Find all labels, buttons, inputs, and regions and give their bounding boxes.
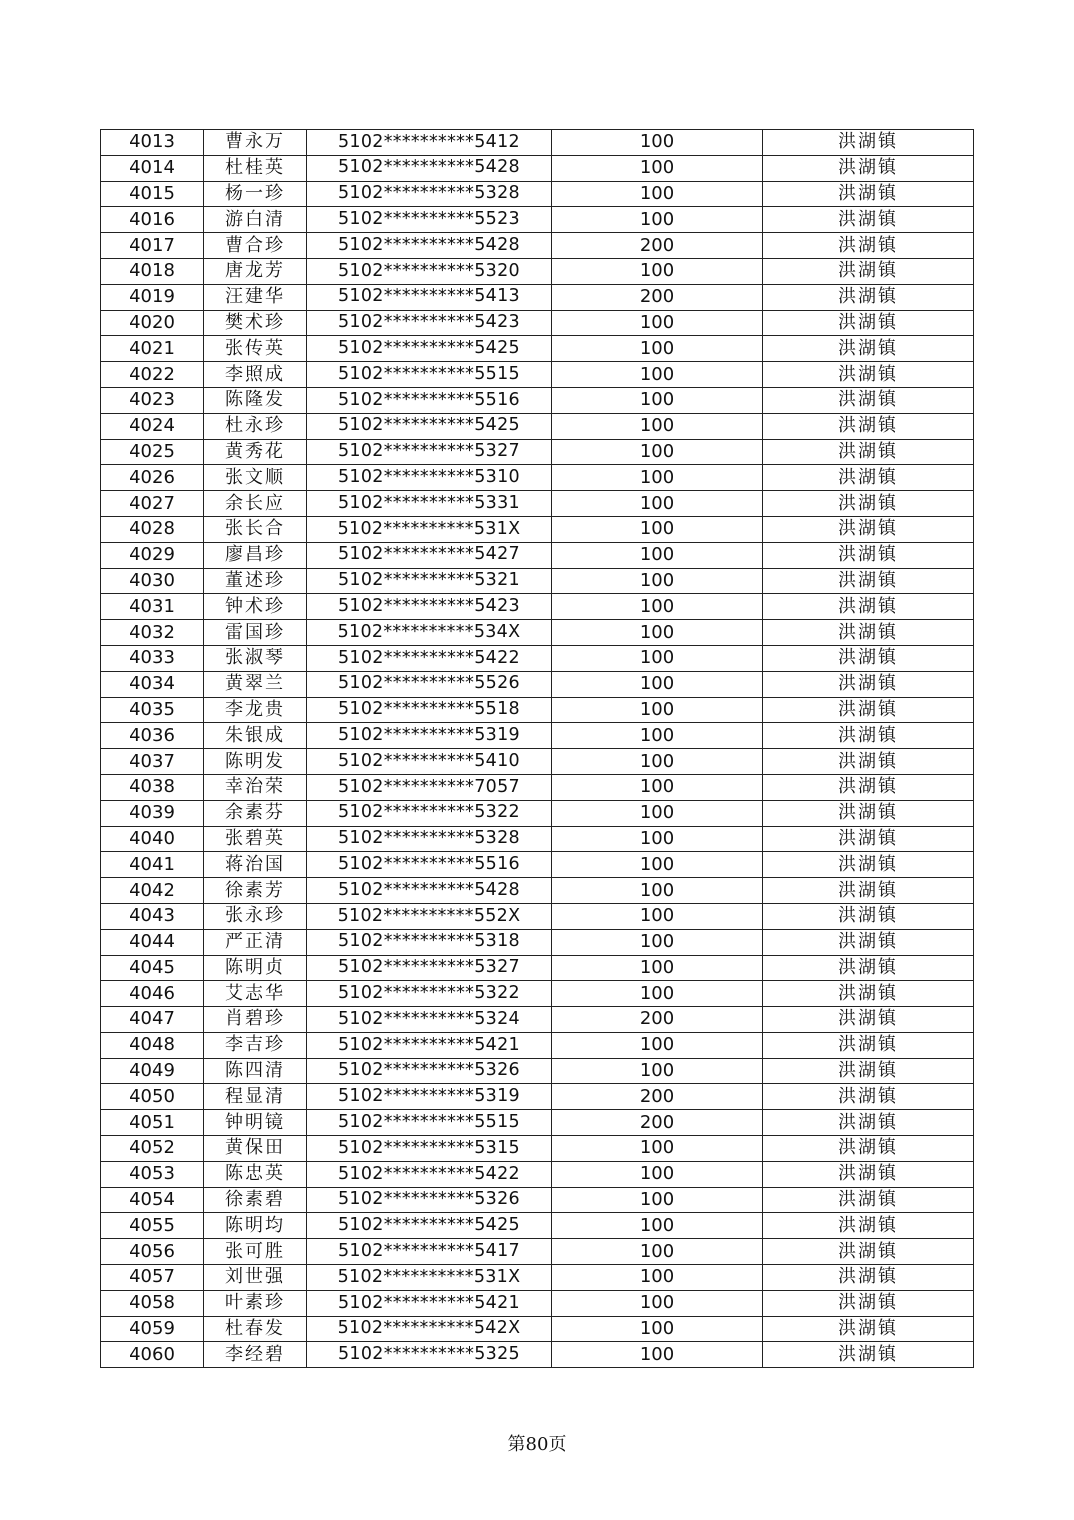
amount-cell: 100 — [552, 1136, 763, 1162]
town-cell: 洪湖镇 — [763, 284, 974, 310]
name-cell: 张碧英 — [204, 826, 307, 852]
town-cell: 洪湖镇 — [763, 1342, 974, 1368]
id-number-cell: 5102**********5423 — [307, 594, 552, 620]
id-number-cell: 5102**********5516 — [307, 387, 552, 413]
id-number-cell: 5102**********5412 — [307, 130, 552, 156]
amount-cell: 200 — [552, 233, 763, 259]
amount-cell: 100 — [552, 697, 763, 723]
id-number-cell: 5102**********5320 — [307, 258, 552, 284]
amount-cell: 100 — [552, 929, 763, 955]
id-number-cell: 5102**********5322 — [307, 800, 552, 826]
amount-cell: 100 — [552, 903, 763, 929]
id-number-cell: 5102**********5428 — [307, 878, 552, 904]
id-number-cell: 5102**********5518 — [307, 697, 552, 723]
amount-cell: 100 — [552, 645, 763, 671]
amount-cell: 100 — [552, 362, 763, 388]
serial-number-cell: 4017 — [101, 233, 204, 259]
amount-cell: 100 — [552, 774, 763, 800]
id-number-cell: 5102**********5319 — [307, 723, 552, 749]
name-cell: 雷国珍 — [204, 620, 307, 646]
table-row — [101, 1007, 974, 1033]
town-cell: 洪湖镇 — [763, 671, 974, 697]
amount-cell: 100 — [552, 387, 763, 413]
name-cell: 杜桂英 — [204, 155, 307, 181]
town-cell: 洪湖镇 — [763, 413, 974, 439]
town-cell: 洪湖镇 — [763, 594, 974, 620]
amount-cell: 100 — [552, 723, 763, 749]
id-number-cell: 5102**********5326 — [307, 1058, 552, 1084]
name-cell: 黄保田 — [204, 1136, 307, 1162]
name-cell: 黄翠兰 — [204, 671, 307, 697]
table-row — [101, 981, 974, 1007]
table-row — [101, 749, 974, 775]
town-cell: 洪湖镇 — [763, 774, 974, 800]
table-row — [101, 929, 974, 955]
amount-cell: 100 — [552, 1316, 763, 1342]
name-cell: 陈忠英 — [204, 1161, 307, 1187]
serial-number-cell: 4044 — [101, 929, 204, 955]
name-cell: 杜春发 — [204, 1316, 307, 1342]
id-number-cell: 5102**********5331 — [307, 491, 552, 517]
amount-cell: 100 — [552, 439, 763, 465]
town-cell: 洪湖镇 — [763, 620, 974, 646]
town-cell: 洪湖镇 — [763, 387, 974, 413]
town-cell: 洪湖镇 — [763, 955, 974, 981]
amount-cell: 100 — [552, 749, 763, 775]
serial-number-cell: 4050 — [101, 1084, 204, 1110]
name-cell: 蒋治国 — [204, 852, 307, 878]
table-row — [101, 955, 974, 981]
town-cell: 洪湖镇 — [763, 723, 974, 749]
town-cell: 洪湖镇 — [763, 645, 974, 671]
town-cell: 洪湖镇 — [763, 1136, 974, 1162]
amount-cell: 100 — [552, 413, 763, 439]
amount-cell: 100 — [552, 826, 763, 852]
amount-cell: 100 — [552, 1032, 763, 1058]
table-row — [101, 903, 974, 929]
table-row — [101, 878, 974, 904]
table-row — [101, 645, 974, 671]
name-cell: 樊术珍 — [204, 310, 307, 336]
amount-cell: 100 — [552, 955, 763, 981]
table-row — [101, 800, 974, 826]
name-cell: 徐素碧 — [204, 1187, 307, 1213]
serial-number-cell: 4024 — [101, 413, 204, 439]
serial-number-cell: 4056 — [101, 1239, 204, 1265]
serial-number-cell: 4032 — [101, 620, 204, 646]
serial-number-cell: 4016 — [101, 207, 204, 233]
amount-cell: 200 — [552, 1110, 763, 1136]
town-cell: 洪湖镇 — [763, 258, 974, 284]
table-row — [101, 181, 974, 207]
id-number-cell: 5102**********5327 — [307, 955, 552, 981]
table-row — [101, 697, 974, 723]
page-number: 第80页 — [507, 1434, 567, 1455]
table-row — [101, 1136, 974, 1162]
table-row — [101, 594, 974, 620]
serial-number-cell: 4027 — [101, 491, 204, 517]
id-number-cell: 5102**********5325 — [307, 1342, 552, 1368]
serial-number-cell: 4043 — [101, 903, 204, 929]
town-cell: 洪湖镇 — [763, 1239, 974, 1265]
amount-cell: 100 — [552, 1058, 763, 1084]
name-cell: 李吉珍 — [204, 1032, 307, 1058]
name-cell: 杨一珍 — [204, 181, 307, 207]
id-number-cell: 5102**********534X — [307, 620, 552, 646]
amount-cell: 100 — [552, 155, 763, 181]
id-number-cell: 5102**********5421 — [307, 1290, 552, 1316]
id-number-cell: 5102**********5526 — [307, 671, 552, 697]
amount-cell: 100 — [552, 878, 763, 904]
table-row — [101, 284, 974, 310]
id-number-cell: 5102**********5516 — [307, 852, 552, 878]
amount-cell: 100 — [552, 1239, 763, 1265]
amount-cell: 200 — [552, 1007, 763, 1033]
id-number-cell: 5102**********5328 — [307, 826, 552, 852]
amount-cell: 100 — [552, 1213, 763, 1239]
table-row — [101, 155, 974, 181]
town-cell: 洪湖镇 — [763, 1110, 974, 1136]
serial-number-cell: 4040 — [101, 826, 204, 852]
name-cell: 严正清 — [204, 929, 307, 955]
id-number-cell: 5102**********5318 — [307, 929, 552, 955]
id-number-cell: 5102**********552X — [307, 903, 552, 929]
table-row — [101, 491, 974, 517]
serial-number-cell: 4031 — [101, 594, 204, 620]
serial-number-cell: 4038 — [101, 774, 204, 800]
table-row — [101, 465, 974, 491]
id-number-cell: 5102**********531X — [307, 516, 552, 542]
table-row — [101, 671, 974, 697]
serial-number-cell: 4055 — [101, 1213, 204, 1239]
table-row — [101, 1084, 974, 1110]
town-cell: 洪湖镇 — [763, 878, 974, 904]
name-cell: 陈明发 — [204, 749, 307, 775]
name-cell: 张永珍 — [204, 903, 307, 929]
serial-number-cell: 4030 — [101, 568, 204, 594]
name-cell: 程显清 — [204, 1084, 307, 1110]
amount-cell: 100 — [552, 1290, 763, 1316]
table-row — [101, 568, 974, 594]
id-number-cell: 5102**********5413 — [307, 284, 552, 310]
name-cell: 陈明贞 — [204, 955, 307, 981]
serial-number-cell: 4049 — [101, 1058, 204, 1084]
amount-cell: 100 — [552, 542, 763, 568]
town-cell: 洪湖镇 — [763, 362, 974, 388]
town-cell: 洪湖镇 — [763, 826, 974, 852]
serial-number-cell: 4021 — [101, 336, 204, 362]
table-row — [101, 1213, 974, 1239]
name-cell: 肖碧珍 — [204, 1007, 307, 1033]
name-cell: 李照成 — [204, 362, 307, 388]
id-number-cell: 5102**********5322 — [307, 981, 552, 1007]
amount-cell: 100 — [552, 336, 763, 362]
town-cell: 洪湖镇 — [763, 516, 974, 542]
name-cell: 董述珍 — [204, 568, 307, 594]
town-cell: 洪湖镇 — [763, 568, 974, 594]
name-cell: 张淑琴 — [204, 645, 307, 671]
id-number-cell: 5102**********5428 — [307, 155, 552, 181]
name-cell: 朱银成 — [204, 723, 307, 749]
serial-number-cell: 4034 — [101, 671, 204, 697]
town-cell: 洪湖镇 — [763, 336, 974, 362]
serial-number-cell: 4039 — [101, 800, 204, 826]
id-number-cell: 5102**********5324 — [307, 1007, 552, 1033]
name-cell: 曹合珍 — [204, 233, 307, 259]
table-row — [101, 336, 974, 362]
serial-number-cell: 4035 — [101, 697, 204, 723]
town-cell: 洪湖镇 — [763, 1007, 974, 1033]
serial-number-cell: 4015 — [101, 181, 204, 207]
town-cell: 洪湖镇 — [763, 181, 974, 207]
id-number-cell: 5102**********5421 — [307, 1032, 552, 1058]
name-cell: 黄秀花 — [204, 439, 307, 465]
table-row — [101, 1032, 974, 1058]
amount-cell: 100 — [552, 594, 763, 620]
serial-number-cell: 4053 — [101, 1161, 204, 1187]
id-number-cell: 5102**********5425 — [307, 413, 552, 439]
table-row — [101, 387, 974, 413]
name-cell: 汪建华 — [204, 284, 307, 310]
amount-cell: 100 — [552, 620, 763, 646]
name-cell: 杜永珍 — [204, 413, 307, 439]
town-cell: 洪湖镇 — [763, 310, 974, 336]
name-cell: 艾志华 — [204, 981, 307, 1007]
serial-number-cell: 4057 — [101, 1265, 204, 1291]
town-cell: 洪湖镇 — [763, 207, 974, 233]
serial-number-cell: 4046 — [101, 981, 204, 1007]
id-number-cell: 5102**********5422 — [307, 1161, 552, 1187]
table-row — [101, 774, 974, 800]
town-cell: 洪湖镇 — [763, 1161, 974, 1187]
id-number-cell: 5102**********5417 — [307, 1239, 552, 1265]
id-number-cell: 5102**********5326 — [307, 1187, 552, 1213]
id-number-cell: 5102**********5321 — [307, 568, 552, 594]
table-row — [101, 1342, 974, 1368]
amount-cell: 100 — [552, 800, 763, 826]
amount-cell: 100 — [552, 258, 763, 284]
serial-number-cell: 4041 — [101, 852, 204, 878]
name-cell: 钟术珍 — [204, 594, 307, 620]
amount-cell: 100 — [552, 181, 763, 207]
id-number-cell: 5102**********5427 — [307, 542, 552, 568]
serial-number-cell: 4019 — [101, 284, 204, 310]
town-cell: 洪湖镇 — [763, 749, 974, 775]
table-row — [101, 439, 974, 465]
name-cell: 唐龙芳 — [204, 258, 307, 284]
town-cell: 洪湖镇 — [763, 542, 974, 568]
serial-number-cell: 4058 — [101, 1290, 204, 1316]
table-row — [101, 723, 974, 749]
amount-cell: 100 — [552, 671, 763, 697]
town-cell: 洪湖镇 — [763, 1316, 974, 1342]
table-row — [101, 1110, 974, 1136]
serial-number-cell: 4026 — [101, 465, 204, 491]
amount-cell: 100 — [552, 310, 763, 336]
town-cell: 洪湖镇 — [763, 929, 974, 955]
name-cell: 曹永万 — [204, 130, 307, 156]
serial-number-cell: 4060 — [101, 1342, 204, 1368]
name-cell: 李经碧 — [204, 1342, 307, 1368]
town-cell: 洪湖镇 — [763, 1290, 974, 1316]
town-cell: 洪湖镇 — [763, 981, 974, 1007]
id-number-cell: 5102**********5428 — [307, 233, 552, 259]
serial-number-cell: 4029 — [101, 542, 204, 568]
table-row — [101, 258, 974, 284]
table-row — [101, 130, 974, 156]
town-cell: 洪湖镇 — [763, 852, 974, 878]
name-cell: 幸治荣 — [204, 774, 307, 800]
amount-cell: 100 — [552, 130, 763, 156]
id-number-cell: 5102**********5425 — [307, 1213, 552, 1239]
town-cell: 洪湖镇 — [763, 1265, 974, 1291]
table-row — [101, 413, 974, 439]
town-cell: 洪湖镇 — [763, 1213, 974, 1239]
name-cell: 张可胜 — [204, 1239, 307, 1265]
town-cell: 洪湖镇 — [763, 1032, 974, 1058]
table-row — [101, 310, 974, 336]
serial-number-cell: 4051 — [101, 1110, 204, 1136]
table-row — [101, 516, 974, 542]
table-row — [101, 620, 974, 646]
town-cell: 洪湖镇 — [763, 800, 974, 826]
name-cell: 张文顺 — [204, 465, 307, 491]
name-cell: 陈四清 — [204, 1058, 307, 1084]
town-cell: 洪湖镇 — [763, 155, 974, 181]
name-cell: 刘世强 — [204, 1265, 307, 1291]
id-number-cell: 5102**********5328 — [307, 181, 552, 207]
amount-cell: 200 — [552, 1084, 763, 1110]
table-row — [101, 542, 974, 568]
serial-number-cell: 4033 — [101, 645, 204, 671]
record-table-body — [101, 130, 974, 1368]
serial-number-cell: 4045 — [101, 955, 204, 981]
id-number-cell: 5102**********5515 — [307, 1110, 552, 1136]
amount-cell: 100 — [552, 852, 763, 878]
id-number-cell: 5102**********5422 — [307, 645, 552, 671]
serial-number-cell: 4036 — [101, 723, 204, 749]
table-row — [101, 1187, 974, 1213]
town-cell: 洪湖镇 — [763, 465, 974, 491]
amount-cell: 100 — [552, 516, 763, 542]
amount-cell: 100 — [552, 1187, 763, 1213]
serial-number-cell: 4042 — [101, 878, 204, 904]
serial-number-cell: 4014 — [101, 155, 204, 181]
id-number-cell: 5102**********5310 — [307, 465, 552, 491]
name-cell: 廖昌珍 — [204, 542, 307, 568]
serial-number-cell: 4023 — [101, 387, 204, 413]
id-number-cell: 5102**********7057 — [307, 774, 552, 800]
town-cell: 洪湖镇 — [763, 233, 974, 259]
id-number-cell: 5102**********5523 — [307, 207, 552, 233]
amount-cell: 100 — [552, 207, 763, 233]
name-cell: 陈明均 — [204, 1213, 307, 1239]
serial-number-cell: 4018 — [101, 258, 204, 284]
table-row — [101, 1058, 974, 1084]
amount-cell: 100 — [552, 1265, 763, 1291]
serial-number-cell: 4054 — [101, 1187, 204, 1213]
id-number-cell: 5102**********542X — [307, 1316, 552, 1342]
serial-number-cell: 4013 — [101, 130, 204, 156]
table-row — [101, 1161, 974, 1187]
amount-cell: 100 — [552, 1161, 763, 1187]
town-cell: 洪湖镇 — [763, 1058, 974, 1084]
amount-cell: 200 — [552, 284, 763, 310]
town-cell: 洪湖镇 — [763, 130, 974, 156]
amount-cell: 100 — [552, 1342, 763, 1368]
serial-number-cell: 4052 — [101, 1136, 204, 1162]
table-row — [101, 1316, 974, 1342]
serial-number-cell: 4020 — [101, 310, 204, 336]
id-number-cell: 5102**********5319 — [307, 1084, 552, 1110]
table-row — [101, 826, 974, 852]
amount-cell: 100 — [552, 491, 763, 517]
name-cell: 余素芬 — [204, 800, 307, 826]
amount-cell: 100 — [552, 568, 763, 594]
id-number-cell: 5102**********5410 — [307, 749, 552, 775]
serial-number-cell: 4028 — [101, 516, 204, 542]
id-number-cell: 5102**********531X — [307, 1265, 552, 1291]
town-cell: 洪湖镇 — [763, 697, 974, 723]
amount-cell: 100 — [552, 465, 763, 491]
serial-number-cell: 4047 — [101, 1007, 204, 1033]
table-row — [101, 852, 974, 878]
serial-number-cell: 4048 — [101, 1032, 204, 1058]
town-cell: 洪湖镇 — [763, 1084, 974, 1110]
name-cell: 张长合 — [204, 516, 307, 542]
name-cell: 余长应 — [204, 491, 307, 517]
town-cell: 洪湖镇 — [763, 1187, 974, 1213]
id-number-cell: 5102**********5423 — [307, 310, 552, 336]
record-table — [100, 129, 974, 1368]
serial-number-cell: 4022 — [101, 362, 204, 388]
town-cell: 洪湖镇 — [763, 903, 974, 929]
name-cell: 陈隆发 — [204, 387, 307, 413]
town-cell: 洪湖镇 — [763, 439, 974, 465]
id-number-cell: 5102**********5327 — [307, 439, 552, 465]
amount-cell: 100 — [552, 981, 763, 1007]
town-cell: 洪湖镇 — [763, 491, 974, 517]
serial-number-cell: 4025 — [101, 439, 204, 465]
table-row — [101, 233, 974, 259]
serial-number-cell: 4059 — [101, 1316, 204, 1342]
table-row — [101, 362, 974, 388]
serial-number-cell: 4037 — [101, 749, 204, 775]
name-cell: 张传英 — [204, 336, 307, 362]
id-number-cell: 5102**********5425 — [307, 336, 552, 362]
name-cell: 徐素芳 — [204, 878, 307, 904]
name-cell: 游白清 — [204, 207, 307, 233]
table-row — [101, 1265, 974, 1291]
name-cell: 钟明镜 — [204, 1110, 307, 1136]
id-number-cell: 5102**********5315 — [307, 1136, 552, 1162]
table-row — [101, 1239, 974, 1265]
table-row — [101, 207, 974, 233]
name-cell: 叶素珍 — [204, 1290, 307, 1316]
table-row — [101, 1290, 974, 1316]
name-cell: 李龙贵 — [204, 697, 307, 723]
id-number-cell: 5102**********5515 — [307, 362, 552, 388]
